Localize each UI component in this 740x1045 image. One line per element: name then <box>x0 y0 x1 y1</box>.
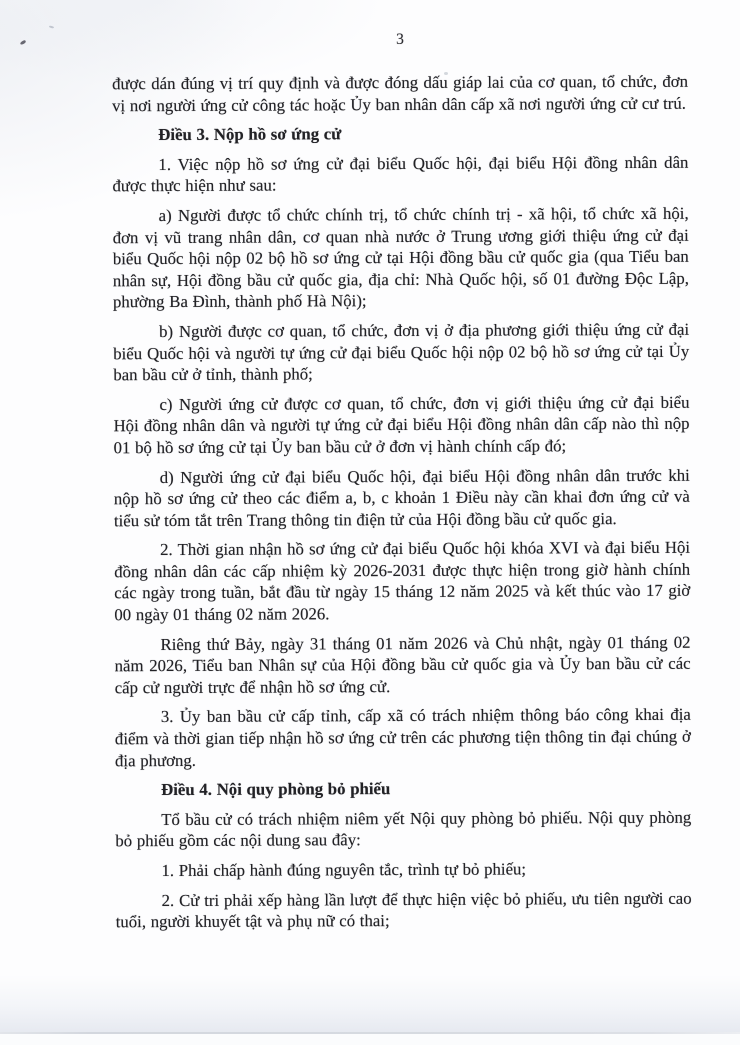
clause-1-paragraph: 1. Việc nộp hồ sơ ứng cử đại biểu Quốc hội, đại biểu Hội đồng nhân dân được thực hiện như sau: <box>112 152 689 196</box>
point-d-paragraph: d) Người ứng cử đại biểu Quốc hội, đại biểu Hội đồng nhân dân trước khi nộp hồ sơ ứng cử theo các điểm a, b, c khoản 1 Điều này cần khai đơn ứng cử và tiểu sử tóm tắt trên Trang thông tin điện tử của Hội đồng bầu cử quốc gia. <box>113 465 690 530</box>
page-bottom-shadow <box>0 975 740 1032</box>
article-3-heading: Điều 3. Nộp hồ sơ ứng cử <box>158 124 342 145</box>
clause-3-paragraph: 3. Ủy ban bầu cử cấp tỉnh, cấp xã có trách nhiệm thông báo công khai địa điểm và thời gian tiếp nhận hồ sơ ứng cử trên các phương tiện thông tin đại chúng ở địa phương. <box>114 705 691 770</box>
page-number: 3 <box>396 31 404 48</box>
continuation-paragraph: được dán đúng vị trí quy định và được đóng dấu giáp lai của cơ quan, tổ chức, đơn vị nơi người ứng cử công tác hoặc Ủy ban nhân dân cấp xã nơi người ứng cử cư trú. <box>112 71 689 115</box>
point-b-paragraph: b) Người được cơ quan, tổ chức, đơn vị ở địa phương giới thiệu ứng cử đại biểu Quốc hội và người tự ứng cử đại biểu Quốc hội nộp 02 bộ hồ sơ ứng cử tại Ủy ban bầu cử ở tỉnh, thành phố; <box>113 319 690 385</box>
article-4-intro-paragraph: Tổ bầu cử có trách nhiệm niêm yết Nội quy phòng bỏ phiếu. Nội quy phòng bỏ phiếu gồm các nội dung sau đây: <box>115 807 692 851</box>
point-c-paragraph: c) Người ứng cử được cơ quan, tổ chức, đơn vị giới thiệu ứng cử đại biểu Hội đồng nhân dân và người tự ứng cử đại biểu Hội đồng nhân dân cấp nào thì nộp 01 bộ hồ sơ ứng cử tại Ủy ban bầu cử ở đơn vị hành chính cấp đó; <box>113 392 690 458</box>
scan-artifact-speck <box>49 25 54 28</box>
point-a-paragraph: a) Người được tổ chức chính trị, tổ chức chính trị - xã hội, tổ chức xã hội, đơn vị vũ trang nhân dân, cơ quan nhà nước ở Trung ương giới thiệu ứng cử đại biểu Quốc hội nộp 02 bộ hồ sơ ứng cử tại Hội đồng bầu cử quốc gia (qua Tiểu ban nhân sự, Hội đồng bầu cử quốc gia, địa chỉ: Nhà Quốc hội, số 01 đường Độc Lập, phường Ba Đình, thành phố Hà Nội); <box>112 203 689 312</box>
rule-2-paragraph: 2. Cử tri phải xếp hàng lần lượt để thực hiện việc bỏ phiếu, ưu tiên người cao tuổi, người khuyết tật và phụ nữ có thai; <box>115 888 692 932</box>
rule-1-paragraph: 1. Phải chấp hành đúng nguyên tắc, trình tự bỏ phiếu; <box>161 859 527 881</box>
scan-artifact-speck <box>20 40 27 45</box>
article-4-heading: Điều 4. Nội quy phòng bỏ phiếu <box>161 779 391 800</box>
page-edge-sliver <box>0 1034 740 1045</box>
clause-2-note-paragraph: Riêng thứ Bảy, ngày 31 tháng 01 năm 2026 và Chủ nhật, ngày 01 tháng 02 năm 2026, Tiểu ban Nhân sự của Hội đồng bầu cử quốc gia và Ủy ban bầu cử các cấp cử người trực để nhận hồ sơ ứng cử. <box>114 632 691 698</box>
page-content <box>112 71 692 941</box>
clause-2-paragraph: 2. Thời gian nhận hồ sơ ứng cử đại biểu Quốc hội khóa XVI và đại biểu Hội đồng nhân dân các cấp nhiệm kỳ 2026-2031 được thực hiện trong giờ hành chính các ngày trong tuần, bắt đầu từ ngày 15 tháng 12 năm 2025 và kết thúc vào 17 giờ 00 ngày 01 tháng 02 năm 2026. <box>114 538 691 625</box>
